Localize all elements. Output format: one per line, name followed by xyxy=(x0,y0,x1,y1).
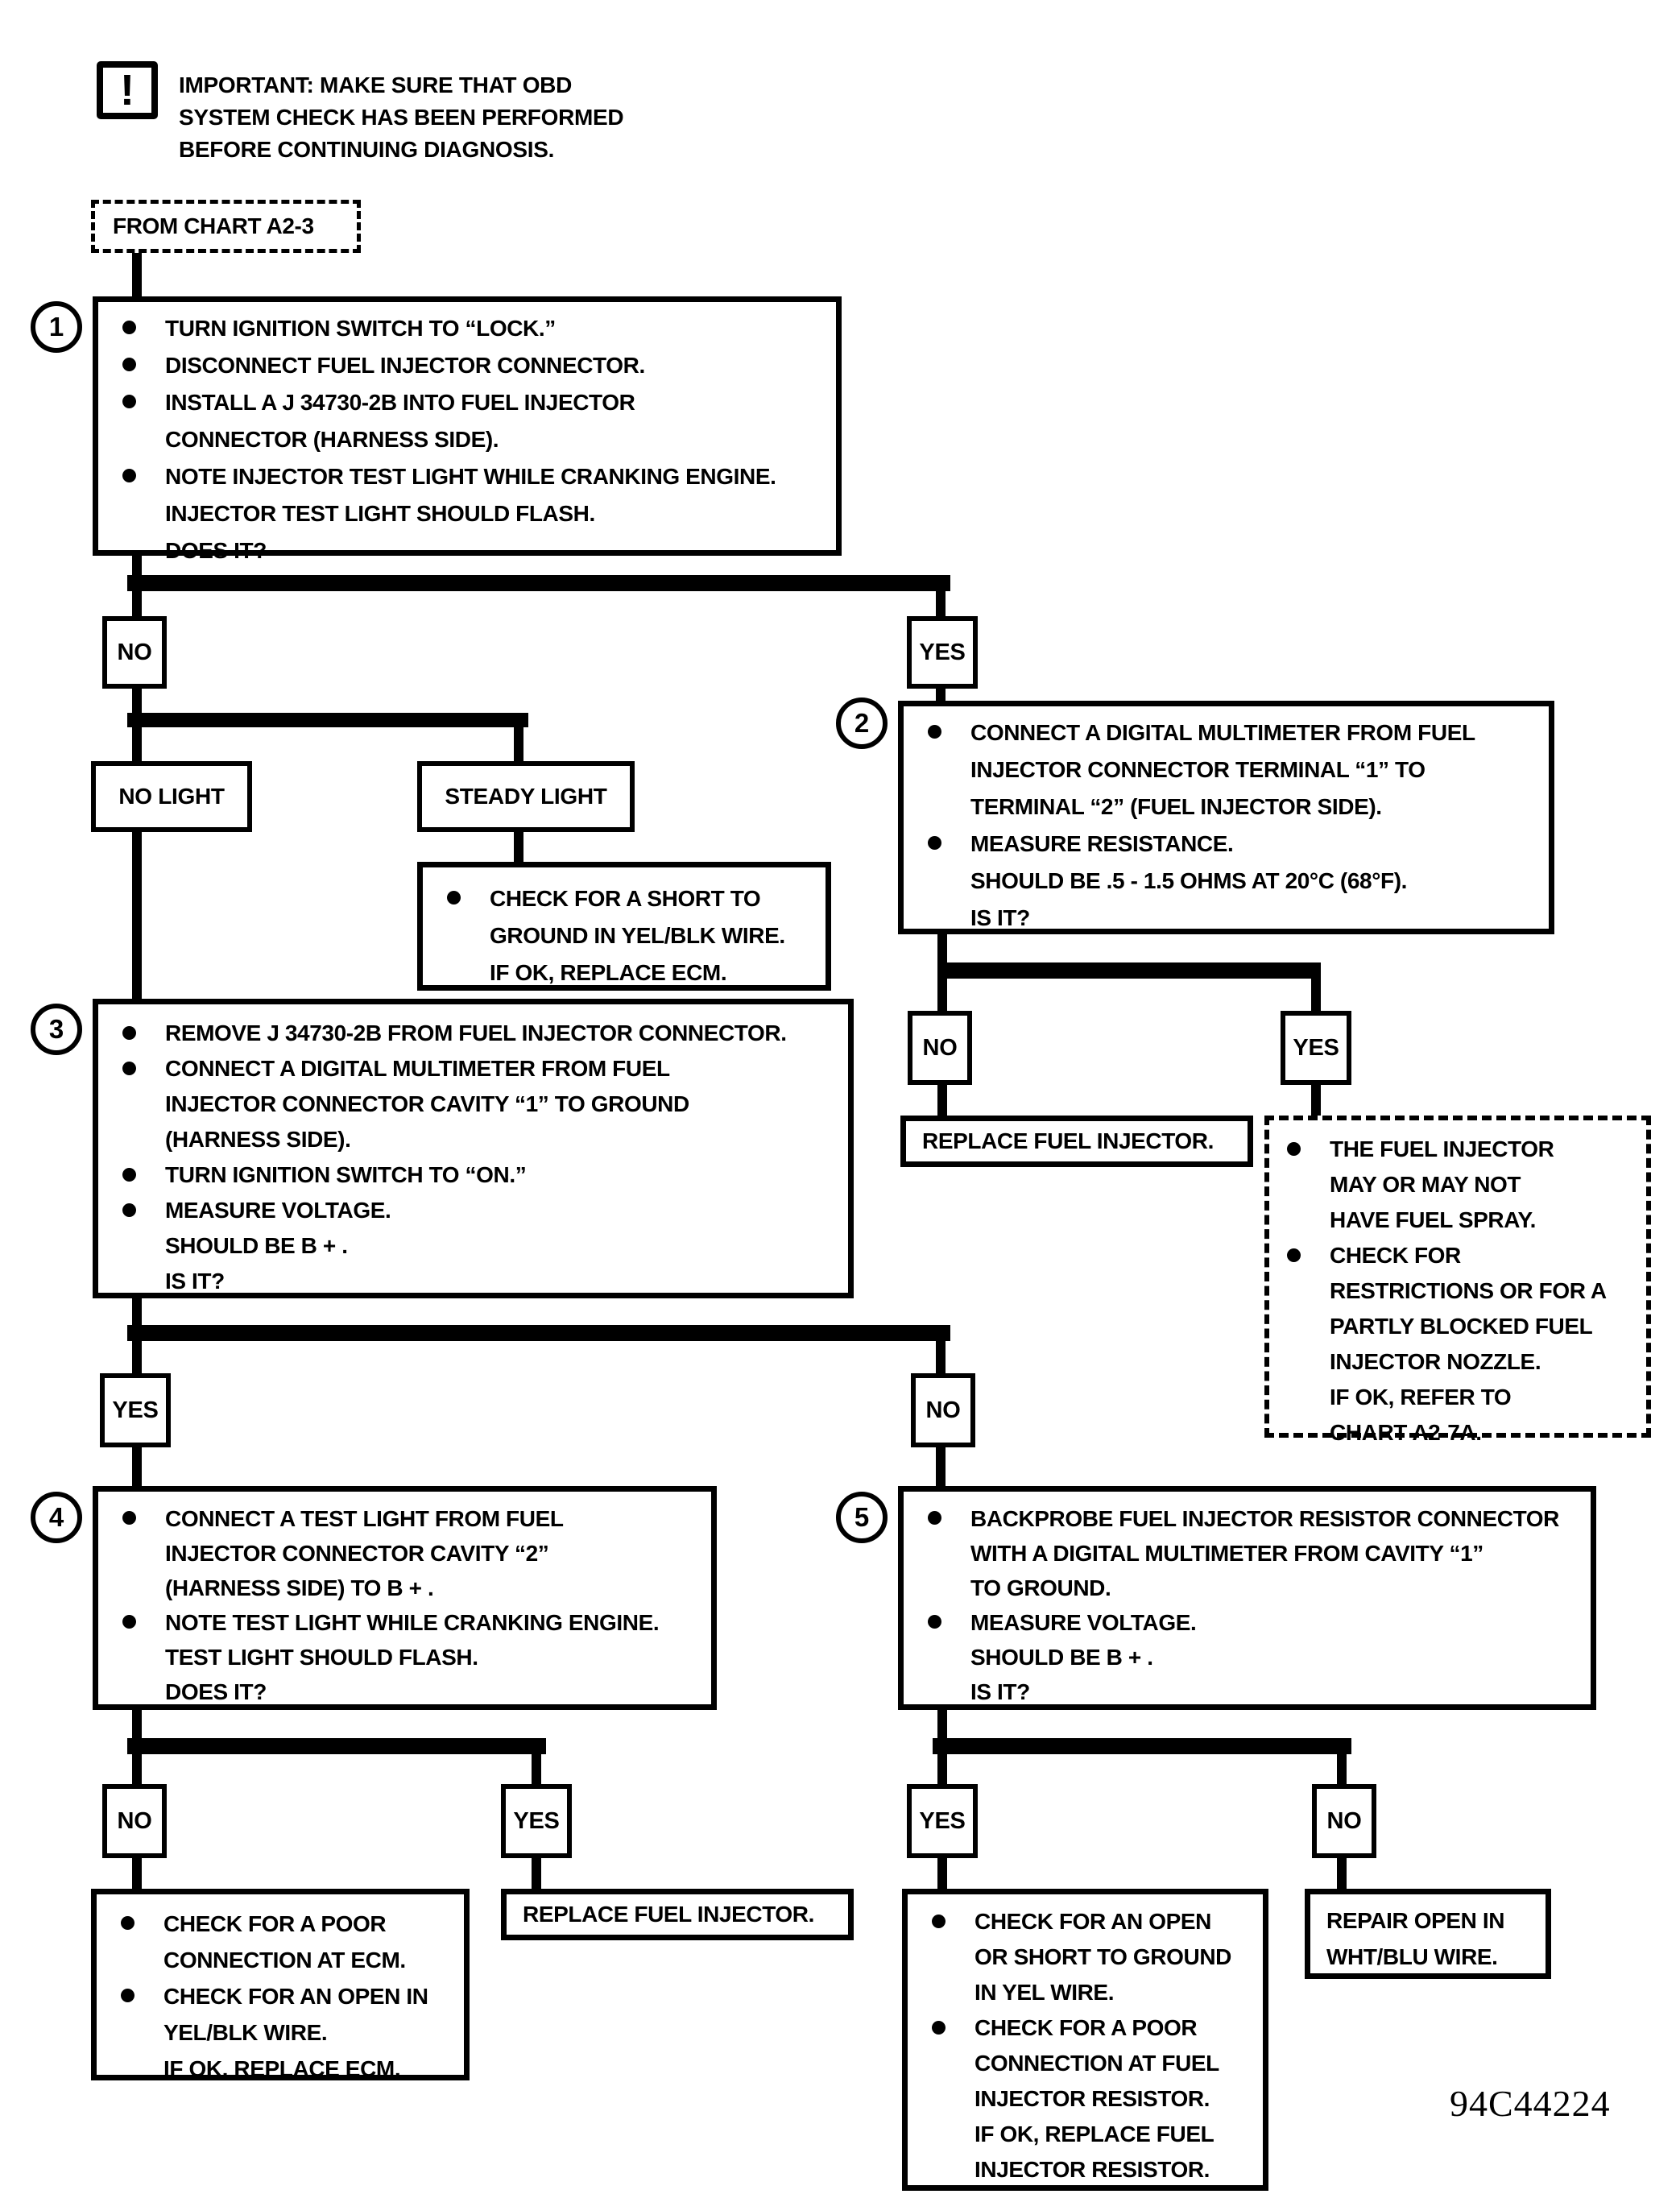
note-line: RESTRICTIONS OR FOR A xyxy=(1330,1278,1607,1303)
step-number-label: 1 xyxy=(48,312,64,342)
action-check-open-yel-wire xyxy=(902,1889,1268,2191)
connector-to-no4 xyxy=(132,1754,142,1784)
action-line: GROUND IN YEL/BLK WIRE. xyxy=(490,923,785,948)
bullet-icon xyxy=(121,1989,134,2002)
decision-label: STEADY LIGHT xyxy=(445,784,607,809)
connector-to-yes3l xyxy=(132,1341,142,1373)
connector-to-yes2r xyxy=(1311,979,1321,1011)
step-line: (HARNESS SIDE). xyxy=(165,1127,351,1152)
step-line: MEASURE RESISTANCE. xyxy=(970,831,1234,856)
decision-label: YES xyxy=(1293,1034,1339,1061)
connector-step4-exit xyxy=(132,1710,142,1738)
flow-box-step5 xyxy=(898,1486,1596,1710)
step-line: DOES IT? xyxy=(165,538,267,563)
action-line: CONNECTION AT ECM. xyxy=(163,1948,406,1973)
bullet-icon xyxy=(932,1915,946,1928)
bullet-icon xyxy=(928,1511,941,1525)
connector-to-yes1 xyxy=(936,591,946,616)
step-number-label: 4 xyxy=(48,1502,64,1532)
connector-split5-horizontal xyxy=(933,1738,1351,1754)
connector-nolight-to-step3 xyxy=(132,832,142,999)
decision-no-5 xyxy=(1312,1784,1376,1858)
bullet-icon xyxy=(122,1615,136,1629)
action-line: IF OK, REPLACE FUEL xyxy=(974,2122,1214,2146)
decision-yes-1 xyxy=(907,616,978,689)
action-line: REPLACE FUEL INJECTOR. xyxy=(523,1902,814,1927)
connector-split4-horizontal xyxy=(127,1738,546,1754)
step-line: CONNECTOR (HARNESS SIDE). xyxy=(165,427,499,452)
flow-box-step1 xyxy=(93,296,842,563)
bullet-icon xyxy=(1287,1248,1301,1262)
bullet-icon xyxy=(928,1615,941,1629)
decision-yes-4 xyxy=(501,1784,572,1858)
step-line: TEST LIGHT SHOULD FLASH. xyxy=(165,1645,478,1670)
action-line: REPLACE FUEL INJECTOR. xyxy=(922,1128,1214,1153)
action-line: CHECK FOR AN OPEN IN xyxy=(163,1984,428,2009)
bullet-icon xyxy=(1287,1142,1301,1156)
connector-yes1-to-step2 xyxy=(936,689,946,701)
bullet-icon xyxy=(122,321,136,334)
bullet-icon xyxy=(928,836,941,850)
note-line: INJECTOR NOZZLE. xyxy=(1330,1349,1541,1374)
connector-split1-horizontal xyxy=(127,575,950,591)
action-repair-open-wht-blu xyxy=(1305,1889,1551,1979)
note-line: CHECK FOR xyxy=(1330,1243,1461,1268)
step-line: SHOULD BE B + . xyxy=(970,1645,1153,1670)
label-no-light xyxy=(91,761,252,832)
bullet-icon xyxy=(122,1168,136,1182)
step-number-1 xyxy=(31,301,82,353)
action-line: IF OK, REPLACE ECM. xyxy=(490,960,727,985)
decision-no-1 xyxy=(102,616,167,689)
action-line: INJECTOR RESISTOR. xyxy=(974,2086,1210,2111)
step-number-label: 3 xyxy=(48,1014,64,1044)
connector-start-to-step1 xyxy=(132,253,142,296)
step-number-5 xyxy=(836,1492,888,1543)
action-check-short-ground xyxy=(417,862,831,991)
bullet-icon xyxy=(447,891,461,905)
note-fuel-injector-spray xyxy=(1264,1116,1651,1445)
step-number-2 xyxy=(836,698,888,749)
bullet-icon xyxy=(928,725,941,739)
flow-box-step2 xyxy=(898,701,1554,934)
decision-label: NO xyxy=(117,639,152,665)
connector-to-no2 xyxy=(937,979,947,1011)
connector-step3-exit xyxy=(132,1298,142,1325)
connector-split-light-horizontal xyxy=(127,713,528,727)
step-line: INJECTOR CONNECTOR CAVITY “1” TO GROUND xyxy=(165,1091,689,1116)
step-number-3 xyxy=(31,1004,82,1055)
connector-to-yes4 xyxy=(532,1754,541,1784)
bullet-icon xyxy=(122,1026,136,1040)
step-number-label: 2 xyxy=(854,708,870,738)
step-line: SHOULD BE B + . xyxy=(165,1233,348,1258)
connector-to-no1 xyxy=(132,591,142,616)
bullet-icon xyxy=(122,1062,136,1075)
figure-code-text: 94C44224 xyxy=(1450,2083,1611,2124)
step-line: TERMINAL “2” (FUEL INJECTOR SIDE). xyxy=(970,794,1382,819)
action-line: REPAIR OPEN IN xyxy=(1326,1908,1505,1933)
step-line: MEASURE VOLTAGE. xyxy=(970,1610,1197,1635)
action-check-poor-connection-ecm xyxy=(91,1889,470,2080)
exclamation-glyph: ! xyxy=(120,66,134,114)
decision-label: YES xyxy=(513,1807,560,1834)
step-line: SHOULD BE .5 - 1.5 OHMS AT 20°C (68°F). xyxy=(970,868,1407,893)
decision-no-3 xyxy=(911,1373,975,1447)
step-line: WITH A DIGITAL MULTIMETER FROM CAVITY “1” xyxy=(970,1541,1483,1566)
note-line: IF OK, REFER TO xyxy=(1330,1385,1512,1410)
decision-yes-3 xyxy=(100,1373,171,1447)
connector-no3-to-step5 xyxy=(936,1447,946,1486)
action-line: YEL/BLK WIRE. xyxy=(163,2020,328,2045)
action-line: WHT/BLU WIRE. xyxy=(1326,1944,1498,1969)
step-number-label: 5 xyxy=(854,1502,870,1532)
connector-to-yes5 xyxy=(937,1754,947,1784)
note-line: HAVE FUEL SPRAY. xyxy=(1330,1207,1537,1232)
connector-split2-horizontal xyxy=(937,962,1321,979)
bullet-icon xyxy=(122,1203,136,1217)
start-label: FROM CHART A2-3 xyxy=(113,213,314,238)
step-line: INJECTOR CONNECTOR TERMINAL “1” TO xyxy=(970,757,1426,782)
step-line: CONNECT A DIGITAL MULTIMETER FROM FUEL xyxy=(970,720,1475,745)
action-replace-fuel-injector-2 xyxy=(501,1889,854,1940)
connector-split3-horizontal xyxy=(127,1325,950,1341)
connector-yes2r-to-note xyxy=(1311,1085,1321,1116)
important-line: IMPORTANT: MAKE SURE THAT OBD xyxy=(179,72,573,97)
decision-label: YES xyxy=(919,1807,966,1834)
connector-no5-to-repair xyxy=(1337,1858,1347,1889)
bullet-icon xyxy=(122,395,136,408)
connector-yes4-to-replace xyxy=(532,1858,541,1889)
step-line: DISCONNECT FUEL INJECTOR CONNECTOR. xyxy=(165,353,645,378)
connector-steady-to-action xyxy=(514,832,523,862)
step-line: TURN IGNITION SWITCH TO “LOCK.” xyxy=(165,316,556,341)
action-line: CHECK FOR AN OPEN xyxy=(974,1909,1211,1934)
bullet-icon xyxy=(932,2021,946,2035)
warning-icon xyxy=(97,61,158,119)
action-line: CONNECTION AT FUEL xyxy=(974,2051,1219,2076)
step-line: TURN IGNITION SWITCH TO “ON.” xyxy=(165,1162,527,1187)
decision-no-2 xyxy=(908,1011,972,1085)
important-line: BEFORE CONTINUING DIAGNOSIS. xyxy=(179,137,555,162)
decision-label: YES xyxy=(919,639,966,665)
important-line: SYSTEM CHECK HAS BEEN PERFORMED xyxy=(179,105,624,130)
note-line: MAY OR MAY NOT xyxy=(1330,1172,1521,1197)
decision-yes-2 xyxy=(1281,1011,1351,1085)
bullet-icon xyxy=(122,1511,136,1525)
step-line: INJECTOR TEST LIGHT SHOULD FLASH. xyxy=(165,501,595,526)
step-line: IS IT? xyxy=(970,1679,1030,1704)
note-line: THE FUEL INJECTOR xyxy=(1330,1136,1554,1161)
step-line: MEASURE VOLTAGE. xyxy=(165,1198,391,1223)
action-line: INJECTOR RESISTOR. xyxy=(974,2157,1210,2182)
step-line: INJECTOR CONNECTOR CAVITY “2” xyxy=(165,1541,549,1566)
decision-no-4 xyxy=(102,1784,167,1858)
step-number-4 xyxy=(31,1492,82,1543)
figure-code xyxy=(1450,2082,1611,2125)
connector-to-no5 xyxy=(1337,1754,1347,1784)
step-line: IS IT? xyxy=(970,905,1030,930)
connector-yes5-to-action xyxy=(937,1858,947,1889)
decision-label: NO LIGHT xyxy=(118,784,225,809)
decision-label: NO xyxy=(117,1807,152,1834)
connector-yes3l-to-step4 xyxy=(132,1447,142,1486)
step-line: CONNECT A TEST LIGHT FROM FUEL xyxy=(165,1506,564,1531)
bullet-icon xyxy=(121,1916,134,1930)
step-line: CONNECT A DIGITAL MULTIMETER FROM FUEL xyxy=(165,1056,670,1081)
step-line: DOES IT? xyxy=(165,1679,267,1704)
note-line: CHART A2-7A. xyxy=(1330,1420,1482,1445)
action-line: CHECK FOR A SHORT TO xyxy=(490,886,761,911)
action-line: CHECK FOR A POOR xyxy=(974,2015,1198,2040)
action-replace-fuel-injector-1 xyxy=(900,1116,1253,1167)
connector-to-no3 xyxy=(936,1341,946,1373)
connector-no2-to-replace xyxy=(937,1085,947,1116)
flow-box-step3 xyxy=(93,999,854,1298)
decision-label: NO xyxy=(925,1397,961,1423)
action-line: IF OK, REPLACE ECM. xyxy=(163,2056,401,2081)
step-line: (HARNESS SIDE) TO B + . xyxy=(165,1575,434,1600)
action-line: OR SHORT TO GROUND xyxy=(974,1944,1231,1969)
important-note xyxy=(179,69,623,166)
bullet-icon xyxy=(122,469,136,482)
decision-label: YES xyxy=(112,1397,159,1423)
connector-step2-exit xyxy=(937,934,947,962)
bullet-icon xyxy=(122,358,136,371)
step-line: INSTALL A J 34730-2B INTO FUEL INJECTOR xyxy=(165,390,635,415)
decision-label: NO xyxy=(1326,1807,1362,1834)
action-line: CHECK FOR A POOR xyxy=(163,1911,387,1936)
flow-box-step4 xyxy=(93,1486,717,1710)
step-line: REMOVE J 34730-2B FROM FUEL INJECTOR CONNECTOR. xyxy=(165,1020,787,1045)
step-line: BACKPROBE FUEL INJECTOR RESISTOR CONNECTOR xyxy=(970,1506,1559,1531)
decision-yes-5 xyxy=(907,1784,978,1858)
step-line: NOTE INJECTOR TEST LIGHT WHILE CRANKING ENGINE. xyxy=(165,464,776,489)
connector-to-steady-light xyxy=(514,727,523,761)
action-line: IN YEL WIRE. xyxy=(974,1980,1115,2005)
step-line: TO GROUND. xyxy=(970,1575,1111,1600)
step-line: IS IT? xyxy=(165,1269,225,1294)
note-line: PARTLY BLOCKED FUEL xyxy=(1330,1314,1593,1339)
label-steady-light xyxy=(417,761,635,832)
decision-label: NO xyxy=(922,1034,958,1061)
start-node-from-chart xyxy=(91,200,361,253)
connector-step5-exit xyxy=(937,1710,947,1738)
step-line: NOTE TEST LIGHT WHILE CRANKING ENGINE. xyxy=(165,1610,660,1635)
connector-no4-to-action xyxy=(132,1858,142,1889)
